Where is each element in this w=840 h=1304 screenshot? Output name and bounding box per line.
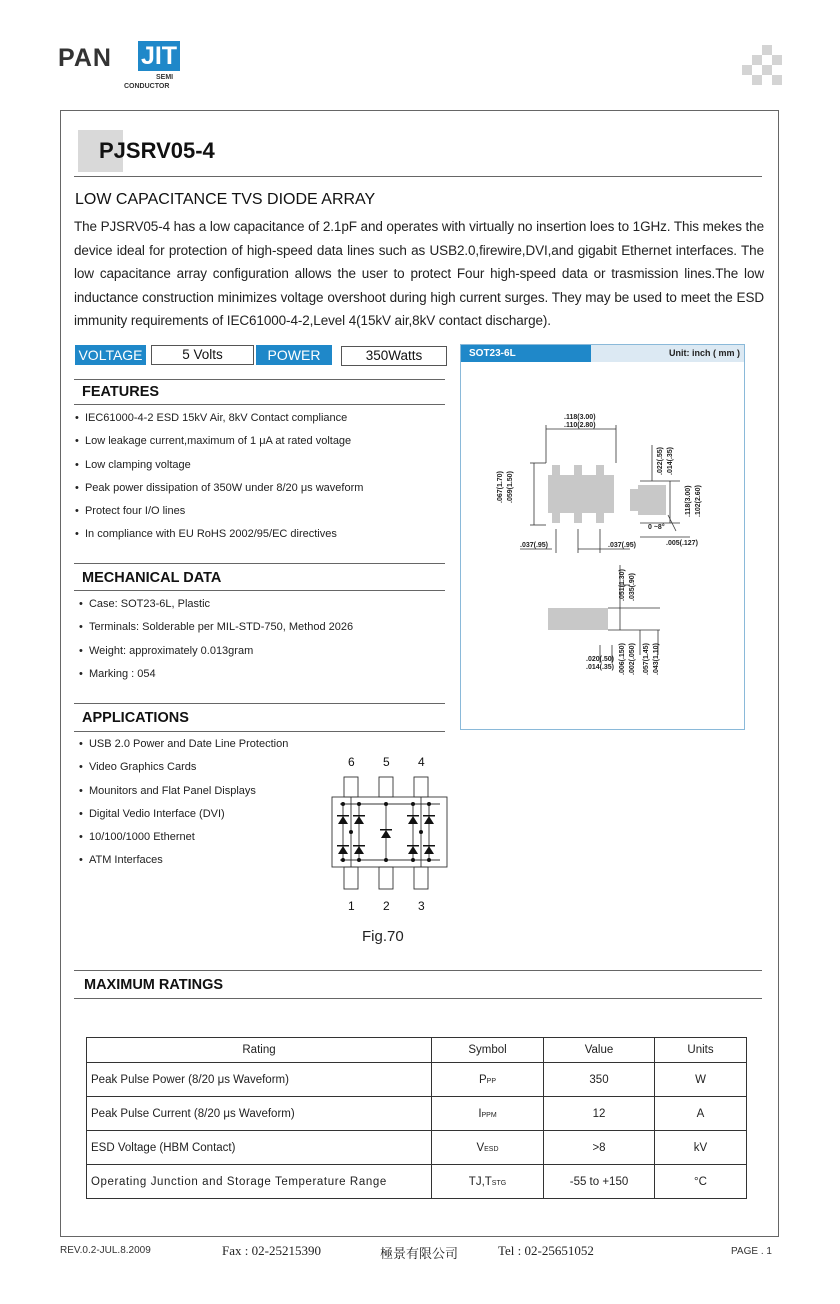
ratings-top-rule <box>74 970 762 971</box>
ratings-bottom-rule <box>74 998 762 999</box>
list-item: • Low clamping voltage <box>75 454 445 477</box>
footer-tel: Tel : 02-25651052 <box>498 1243 594 1258</box>
pin-label-3: 3 <box>418 899 425 913</box>
power-label: POWER <box>256 345 332 365</box>
list-item: • Mounitors and Flat Panel Displays <box>79 780 349 803</box>
logo-subtitle-1: SEMI <box>156 74 174 81</box>
pin-label-5: 5 <box>383 755 390 769</box>
dim-top-width-min: .110(2.80) <box>564 422 596 429</box>
symbol-sub: STG <box>491 1179 507 1187</box>
page-title: PJSRV05-4 <box>99 138 215 163</box>
list-item: • Case: SOT23-6L, Plastic <box>79 593 445 616</box>
symbol-cell <box>432 1165 544 1199</box>
symbol-sub: ESD <box>484 1145 499 1153</box>
dim-front-height-max: .051(1.30) <box>619 569 626 601</box>
corner-checker-decoration <box>742 45 782 85</box>
dim-pitch-right: .037(.95) <box>608 542 637 549</box>
package-unit: Unit: inch ( mm ) <box>669 348 740 358</box>
circuit-diagram <box>330 752 450 917</box>
unit-cell: W <box>655 1063 747 1097</box>
pin-label-6: 6 <box>348 755 355 769</box>
logo-subtitle-2: CONDUCTOR <box>124 83 170 90</box>
power-value: 350Watts <box>341 346 447 366</box>
symbol-cell <box>432 1097 544 1131</box>
dim-side-thick-max: .022(.55) <box>657 446 664 475</box>
list-item: • Marking : 054 <box>79 663 445 686</box>
dim-top-width-max: .118(3.00) <box>564 414 596 421</box>
package-outline-drawing <box>490 405 730 705</box>
list-item: • ATM Interfaces <box>79 849 349 872</box>
mechanical-bottom-rule <box>74 590 445 591</box>
col-header-units: Units <box>655 1038 747 1063</box>
value-cell: >8 <box>544 1131 655 1165</box>
value-cell: -55 to +150 <box>544 1165 655 1199</box>
logo-brand-left: PAN <box>58 44 112 72</box>
logo-brand-right: JIT <box>138 41 180 71</box>
list-item: • Digital Vedio Interface (DVI) <box>79 803 349 826</box>
features-list <box>75 407 445 547</box>
symbol-main: P <box>478 1073 487 1086</box>
dim-side-height-min: .102(2.60) <box>695 485 702 517</box>
unit-cell: A <box>655 1097 747 1131</box>
dim-pitch-left: .037(.95) <box>520 542 549 549</box>
list-item: • 10/100/1000 Ethernet <box>79 826 349 849</box>
list-item: • Weight: approximately 0.013gram <box>79 640 445 663</box>
mechanical-top-rule <box>74 563 445 564</box>
ratings-table <box>86 1037 747 1199</box>
list-item: • USB 2.0 Power and Date Line Protection <box>79 733 349 756</box>
rating-cell: Peak Pulse Current (8/20 μs Waveform) <box>87 1097 432 1131</box>
mechanical-list <box>79 593 445 686</box>
description-text: The PJSRV05-4 has a low capacitance of 2.1pF and operates with virtually no insertion loes to 1GHz. This mekes the device ideal for protection of high-speed data lines such as USB2.0,firewire,DVI,and gigabit Ethernet interfaces. The low capacitance array configuration allows the user to protect Four high-speed data or trasmission lines.The low inductance construction minimizes voltage overshoot during high current surges. They may be used to meet the ESD immunity requirements of IEC61000-4-2,Level 4(15kV air,8kV contact discharge). <box>74 219 764 329</box>
symbol-sub: PP <box>486 1077 496 1085</box>
list-item: • Video Graphics Cards <box>79 756 349 779</box>
applications-bottom-rule <box>74 731 445 732</box>
dim-left-height-max: .067(1.70) <box>497 471 504 503</box>
applications-heading: APPLICATIONS <box>82 710 189 726</box>
symbol-cell <box>432 1131 544 1165</box>
mechanical-heading: MECHANICAL DATA <box>82 570 222 586</box>
list-item: • IEC61000-4-2 ESD 15kV Air, 8kV Contact compliance <box>75 407 445 430</box>
table-row <box>87 1131 747 1165</box>
applications-list <box>79 733 349 873</box>
footer-revision: REV.0.2-JUL.8.2009 <box>60 1245 151 1256</box>
description-heading: LOW CAPACITANCE TVS DIODE ARRAY <box>75 191 376 208</box>
rating-cell: Operating Junction and Storage Temperature Range <box>87 1165 432 1199</box>
table-row <box>87 1165 747 1199</box>
unit-cell: °C <box>655 1165 747 1199</box>
value-cell: 350 <box>544 1063 655 1097</box>
features-top-rule <box>74 379 445 380</box>
package-name: SOT23-6L <box>461 345 591 362</box>
symbol-main: I <box>478 1107 482 1120</box>
dim-foot: .005(.127) <box>666 540 698 547</box>
voltage-label: VOLTAGE <box>75 345 146 365</box>
col-header-value: Value <box>544 1038 655 1063</box>
dim-side-thick-min: .014(.35) <box>667 446 674 475</box>
symbol-sub: PPM <box>481 1111 497 1119</box>
list-item: • In compliance with EU RoHS 2002/95/EC directives <box>75 523 445 546</box>
features-bottom-rule <box>74 404 445 405</box>
table-header-row <box>87 1038 747 1063</box>
dim-front-height-min: .035(.90) <box>629 572 636 601</box>
title-divider <box>74 176 762 177</box>
table-row <box>87 1063 747 1097</box>
pin-label-2: 2 <box>383 899 390 913</box>
dim-lead-max: .020(.50) <box>586 656 615 663</box>
table-row <box>87 1097 747 1131</box>
figure-caption: Fig.70 <box>362 928 404 945</box>
list-item: • Peak power dissipation of 350W under 8/20 μs waveform <box>75 477 445 500</box>
dim-angle: 0 ~8° <box>648 524 665 531</box>
list-item: • Terminals: Solderable per MIL-STD-750, Method 2026 <box>79 616 445 639</box>
ratings-heading: MAXIMUM RATINGS <box>84 977 224 993</box>
symbol-main: TJ,T <box>468 1175 492 1188</box>
applications-top-rule <box>74 703 445 704</box>
footer-company: 極景有限公司 <box>380 1246 459 1261</box>
list-item: • Protect four I/O lines <box>75 500 445 523</box>
dim-left-height-min: .059(1.50) <box>507 471 514 503</box>
pin-label-4: 4 <box>418 755 425 769</box>
rating-cell: ESD Voltage (HBM Contact) <box>87 1131 432 1165</box>
dim-side-height-max: .118(3.00) <box>685 485 692 517</box>
list-item: • Low leakage current,maximum of 1 μA at rated voltage <box>75 430 445 453</box>
dim-lead-min: .014(.35) <box>586 664 615 671</box>
features-heading: FEATURES <box>82 384 160 400</box>
dim-standoff-max: .006(.150) <box>619 643 626 675</box>
footer-page-number: PAGE . 1 <box>731 1246 772 1257</box>
unit-cell: kV <box>655 1131 747 1165</box>
dim-total-height-min: .043(1.10) <box>653 643 660 675</box>
dim-standoff-min: .002(.050) <box>629 643 636 675</box>
dim-total-height-max: .057(1.45) <box>643 643 650 675</box>
voltage-value: 5 Volts <box>151 345 254 365</box>
col-header-symbol: Symbol <box>432 1038 544 1063</box>
footer-fax: Fax : 02-25215390 <box>222 1243 321 1258</box>
symbol-cell <box>432 1063 544 1097</box>
col-header-rating: Rating <box>87 1038 432 1063</box>
rating-cell: Peak Pulse Power (8/20 μs Waveform) <box>87 1063 432 1097</box>
symbol-main: V <box>476 1141 485 1154</box>
pin-label-1: 1 <box>348 899 355 913</box>
value-cell: 12 <box>544 1097 655 1131</box>
